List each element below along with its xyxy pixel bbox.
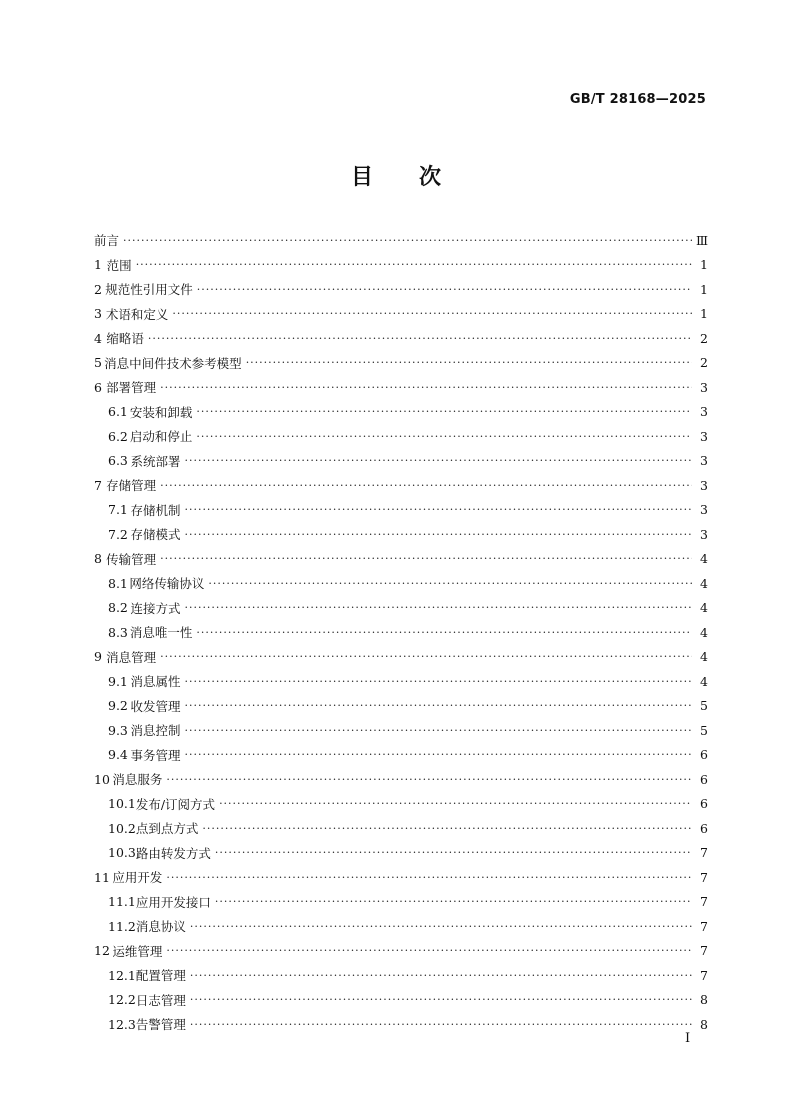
toc-leader-dots	[160, 381, 692, 394]
toc-entry-number: 8	[94, 551, 102, 567]
toc-entry-page: 5	[700, 722, 708, 738]
toc-entry-number: 2	[94, 281, 102, 297]
toc-entry-page: 4	[700, 600, 708, 616]
toc-entry-page: 3	[700, 404, 708, 420]
toc-entry[interactable]	[94, 571, 708, 596]
toc-entry[interactable]	[94, 620, 708, 645]
toc-entry[interactable]	[94, 1012, 708, 1037]
toc-entry-page: 1	[700, 257, 708, 273]
toc-leader-dots	[196, 626, 692, 639]
toc-leader-dots	[172, 307, 692, 320]
toc-entry-label: 日志管理	[135, 992, 186, 1008]
toc-entry-page: 4	[700, 673, 708, 689]
toc-entry-number: 10	[94, 771, 110, 787]
toc-entry[interactable]	[94, 669, 708, 694]
toc-entry-label: 消息属性	[130, 674, 181, 690]
toc-entry-page: 4	[700, 575, 708, 591]
toc-leader-dots	[160, 479, 692, 492]
toc-entry-page: 2	[700, 355, 708, 371]
toc-entry-label: 存储机制	[130, 502, 181, 518]
toc-entry-label: 收发管理	[130, 698, 181, 714]
toc-entry-number: 8.3	[108, 624, 128, 640]
toc-entry-label: 配置管理	[135, 968, 186, 984]
toc-entry[interactable]	[94, 841, 708, 866]
toc-entry-number: 9.2	[108, 698, 128, 714]
toc-entry[interactable]	[94, 865, 708, 890]
toc-entry-page: 6	[700, 771, 708, 787]
toc-entry-number: 8.1	[108, 575, 128, 591]
toc-leader-dots	[197, 283, 692, 296]
toc-entry-number: 11.2	[108, 918, 136, 934]
toc-entry-page: 7	[700, 918, 708, 934]
toc-entry[interactable]	[94, 473, 708, 498]
toc-entry-label: 消息控制	[130, 723, 181, 739]
toc-entry-page: Ⅲ	[695, 232, 708, 248]
page-number: I	[685, 1031, 691, 1046]
toc-entry-number: 12.1	[108, 967, 136, 983]
page-title	[0, 160, 792, 191]
toc-entry-page: 1	[700, 306, 708, 322]
toc-entry-page: 8	[700, 992, 708, 1008]
toc-entry-number: 9.3	[108, 722, 128, 738]
toc-entry[interactable]	[94, 498, 708, 523]
toc-entry-label: 运维管理	[112, 943, 163, 959]
toc-entry-label: 存储管理	[106, 478, 157, 494]
toc-entry-number: 11	[94, 869, 110, 885]
toc-leader-dots	[184, 528, 692, 541]
toc-leader-dots	[196, 405, 692, 418]
toc-entry-page: 3	[700, 502, 708, 518]
toc-entry-number: 9.4	[108, 747, 128, 763]
toc-leader-dots	[166, 944, 692, 957]
standard-code: GB/T 28168—2025	[569, 92, 706, 107]
toc-entry-number: 4	[94, 330, 102, 346]
toc-entry-page: 4	[700, 649, 708, 665]
toc-entry-number: 12	[94, 943, 110, 959]
toc-entry[interactable]	[94, 326, 708, 351]
toc-leader-dots	[208, 577, 692, 590]
toc-entry[interactable]	[94, 816, 708, 841]
toc-entry-label: 缩略语	[106, 331, 144, 347]
toc-leader-dots	[160, 650, 692, 663]
toc-leader-dots	[184, 503, 692, 516]
toc-entry-number: 5	[94, 355, 102, 371]
toc-entry-label: 告警管理	[135, 1017, 186, 1033]
toc-leader-dots	[184, 601, 692, 614]
toc-entry-number: 7.1	[108, 502, 128, 518]
toc-entry[interactable]	[94, 914, 708, 939]
toc-entry-label: 事务管理	[130, 747, 181, 763]
toc-entry-number: 10.2	[108, 820, 136, 836]
toc-entry-number: 6	[94, 379, 102, 395]
toc-entry-page: 8	[700, 1016, 708, 1032]
toc-leader-dots	[184, 675, 692, 688]
toc-leader-dots	[184, 724, 692, 737]
toc-entry-number: 3	[94, 306, 102, 322]
toc-entry-label: 存储模式	[130, 527, 181, 543]
toc-entry[interactable]	[94, 277, 708, 302]
toc-entry-page: 7	[700, 967, 708, 983]
toc-entry-label: 范围	[106, 257, 132, 273]
toc-entry-page: 7	[700, 845, 708, 861]
toc-entry-page: 6	[700, 820, 708, 836]
toc-entry-number: 8.2	[108, 600, 128, 616]
toc-entry-label: 安装和卸载	[129, 404, 193, 420]
title-char-1: 目	[350, 164, 373, 190]
toc-entry-label: 消息协议	[135, 919, 186, 935]
toc-entry-number: 7	[94, 477, 102, 493]
toc-entry[interactable]	[94, 890, 708, 915]
toc-entry[interactable]	[94, 253, 708, 278]
toc-entry[interactable]	[94, 522, 708, 547]
toc-entry[interactable]	[94, 963, 708, 988]
toc-leader-dots	[136, 258, 692, 271]
toc-entry[interactable]	[94, 449, 708, 474]
toc-entry-label: 规范性引用文件	[105, 282, 193, 298]
toc-entry[interactable]	[94, 718, 708, 743]
toc-entry[interactable]	[94, 596, 708, 621]
toc-entry-page: 4	[700, 624, 708, 640]
toc-entry[interactable]	[94, 743, 708, 768]
toc-leader-dots	[184, 699, 692, 712]
toc-entry[interactable]	[94, 424, 708, 449]
toc-leader-dots	[166, 871, 692, 884]
toc-entry-number: 10.1	[108, 796, 136, 812]
toc-entry[interactable]	[94, 375, 708, 400]
toc-leader-dots	[160, 552, 692, 565]
toc-entry-label: 消息管理	[106, 649, 157, 665]
toc-entry-page: 3	[700, 428, 708, 444]
toc-entry-label: 应用开发	[112, 870, 163, 886]
toc-entry[interactable]	[94, 939, 708, 964]
toc-entry-label: 传输管理	[106, 551, 157, 567]
toc-leader-dots	[215, 895, 692, 908]
toc-leader-dots	[246, 356, 692, 369]
toc-entry-page: 3	[700, 526, 708, 542]
toc-entry[interactable]	[94, 351, 708, 376]
toc-entry-page: 3	[700, 477, 708, 493]
toc-entry-page: 3	[700, 453, 708, 469]
toc-leader-dots	[196, 430, 692, 443]
toc-entry-page: 4	[700, 551, 708, 567]
toc-entry[interactable]	[94, 645, 708, 670]
toc-leader-dots	[166, 773, 692, 786]
toc-entry-label: 部署管理	[106, 380, 157, 396]
table-of-contents	[94, 228, 708, 1037]
toc-entry-number: 6.3	[108, 453, 128, 469]
toc-entry-number: 7.2	[108, 526, 128, 542]
toc-leader-dots	[202, 822, 692, 835]
toc-entry-label: 网络传输协议	[129, 576, 205, 592]
toc-entry-page: 5	[700, 698, 708, 714]
toc-leader-dots	[190, 1018, 692, 1031]
toc-leader-dots	[184, 454, 692, 467]
toc-entry-page: 7	[700, 894, 708, 910]
toc-entry[interactable]	[94, 400, 708, 425]
toc-leader-dots	[190, 920, 692, 933]
toc-entry-number: 11.1	[108, 894, 136, 910]
toc-entry-label: 点到点方式	[135, 821, 199, 837]
toc-leader-dots	[219, 797, 692, 810]
toc-entry-label: 路由转发方式	[135, 845, 211, 861]
toc-entry-label: 术语和定义	[105, 306, 169, 322]
toc-entry[interactable]	[94, 988, 708, 1013]
toc-entry-number: 1	[94, 257, 102, 273]
toc-entry-page: 3	[700, 379, 708, 395]
toc-leader-dots	[184, 748, 692, 761]
toc-entry-label: 启动和停止	[129, 429, 193, 445]
toc-entry-number: 9	[94, 649, 102, 665]
toc-entry-number: 9.1	[108, 673, 128, 689]
toc-entry-label: 消息唯一性	[129, 625, 193, 641]
toc-entry-label: 消息服务	[112, 772, 163, 788]
toc-entry-page: 6	[700, 796, 708, 812]
toc-leader-dots	[215, 846, 692, 859]
toc-entry-label: 系统部署	[130, 453, 181, 469]
toc-leader-dots	[148, 332, 692, 345]
toc-entry-page: 6	[700, 747, 708, 763]
toc-entry-page: 2	[700, 330, 708, 346]
toc-entry-number: 12.2	[108, 992, 136, 1008]
toc-entry-number: 12.3	[108, 1016, 136, 1032]
toc-entry-page: 7	[700, 943, 708, 959]
toc-entry[interactable]	[94, 547, 708, 572]
toc-entry-page: 7	[700, 869, 708, 885]
toc-entry[interactable]	[94, 228, 708, 253]
toc-entry-label: 连接方式	[130, 600, 181, 616]
toc-entry-number: 6.1	[108, 404, 128, 420]
toc-entry[interactable]	[94, 302, 708, 327]
toc-entry-number: 10.3	[108, 845, 136, 861]
toc-entry-number: 6.2	[108, 428, 128, 444]
title-char-2: 次	[418, 164, 441, 190]
toc-leader-dots	[190, 993, 692, 1006]
toc-entry[interactable]	[94, 792, 708, 817]
toc-entry-label: 消息中间件技术参考模型	[104, 355, 242, 371]
toc-entry-label: 发布/订阅方式	[135, 796, 216, 812]
toc-entry-label: 前言	[94, 233, 120, 249]
toc-entry[interactable]	[94, 694, 708, 719]
toc-entry[interactable]	[94, 767, 708, 792]
toc-entry-page: 1	[700, 281, 708, 297]
toc-entry-label: 应用开发接口	[135, 894, 211, 910]
toc-leader-dots	[123, 234, 692, 247]
toc-leader-dots	[190, 969, 692, 982]
